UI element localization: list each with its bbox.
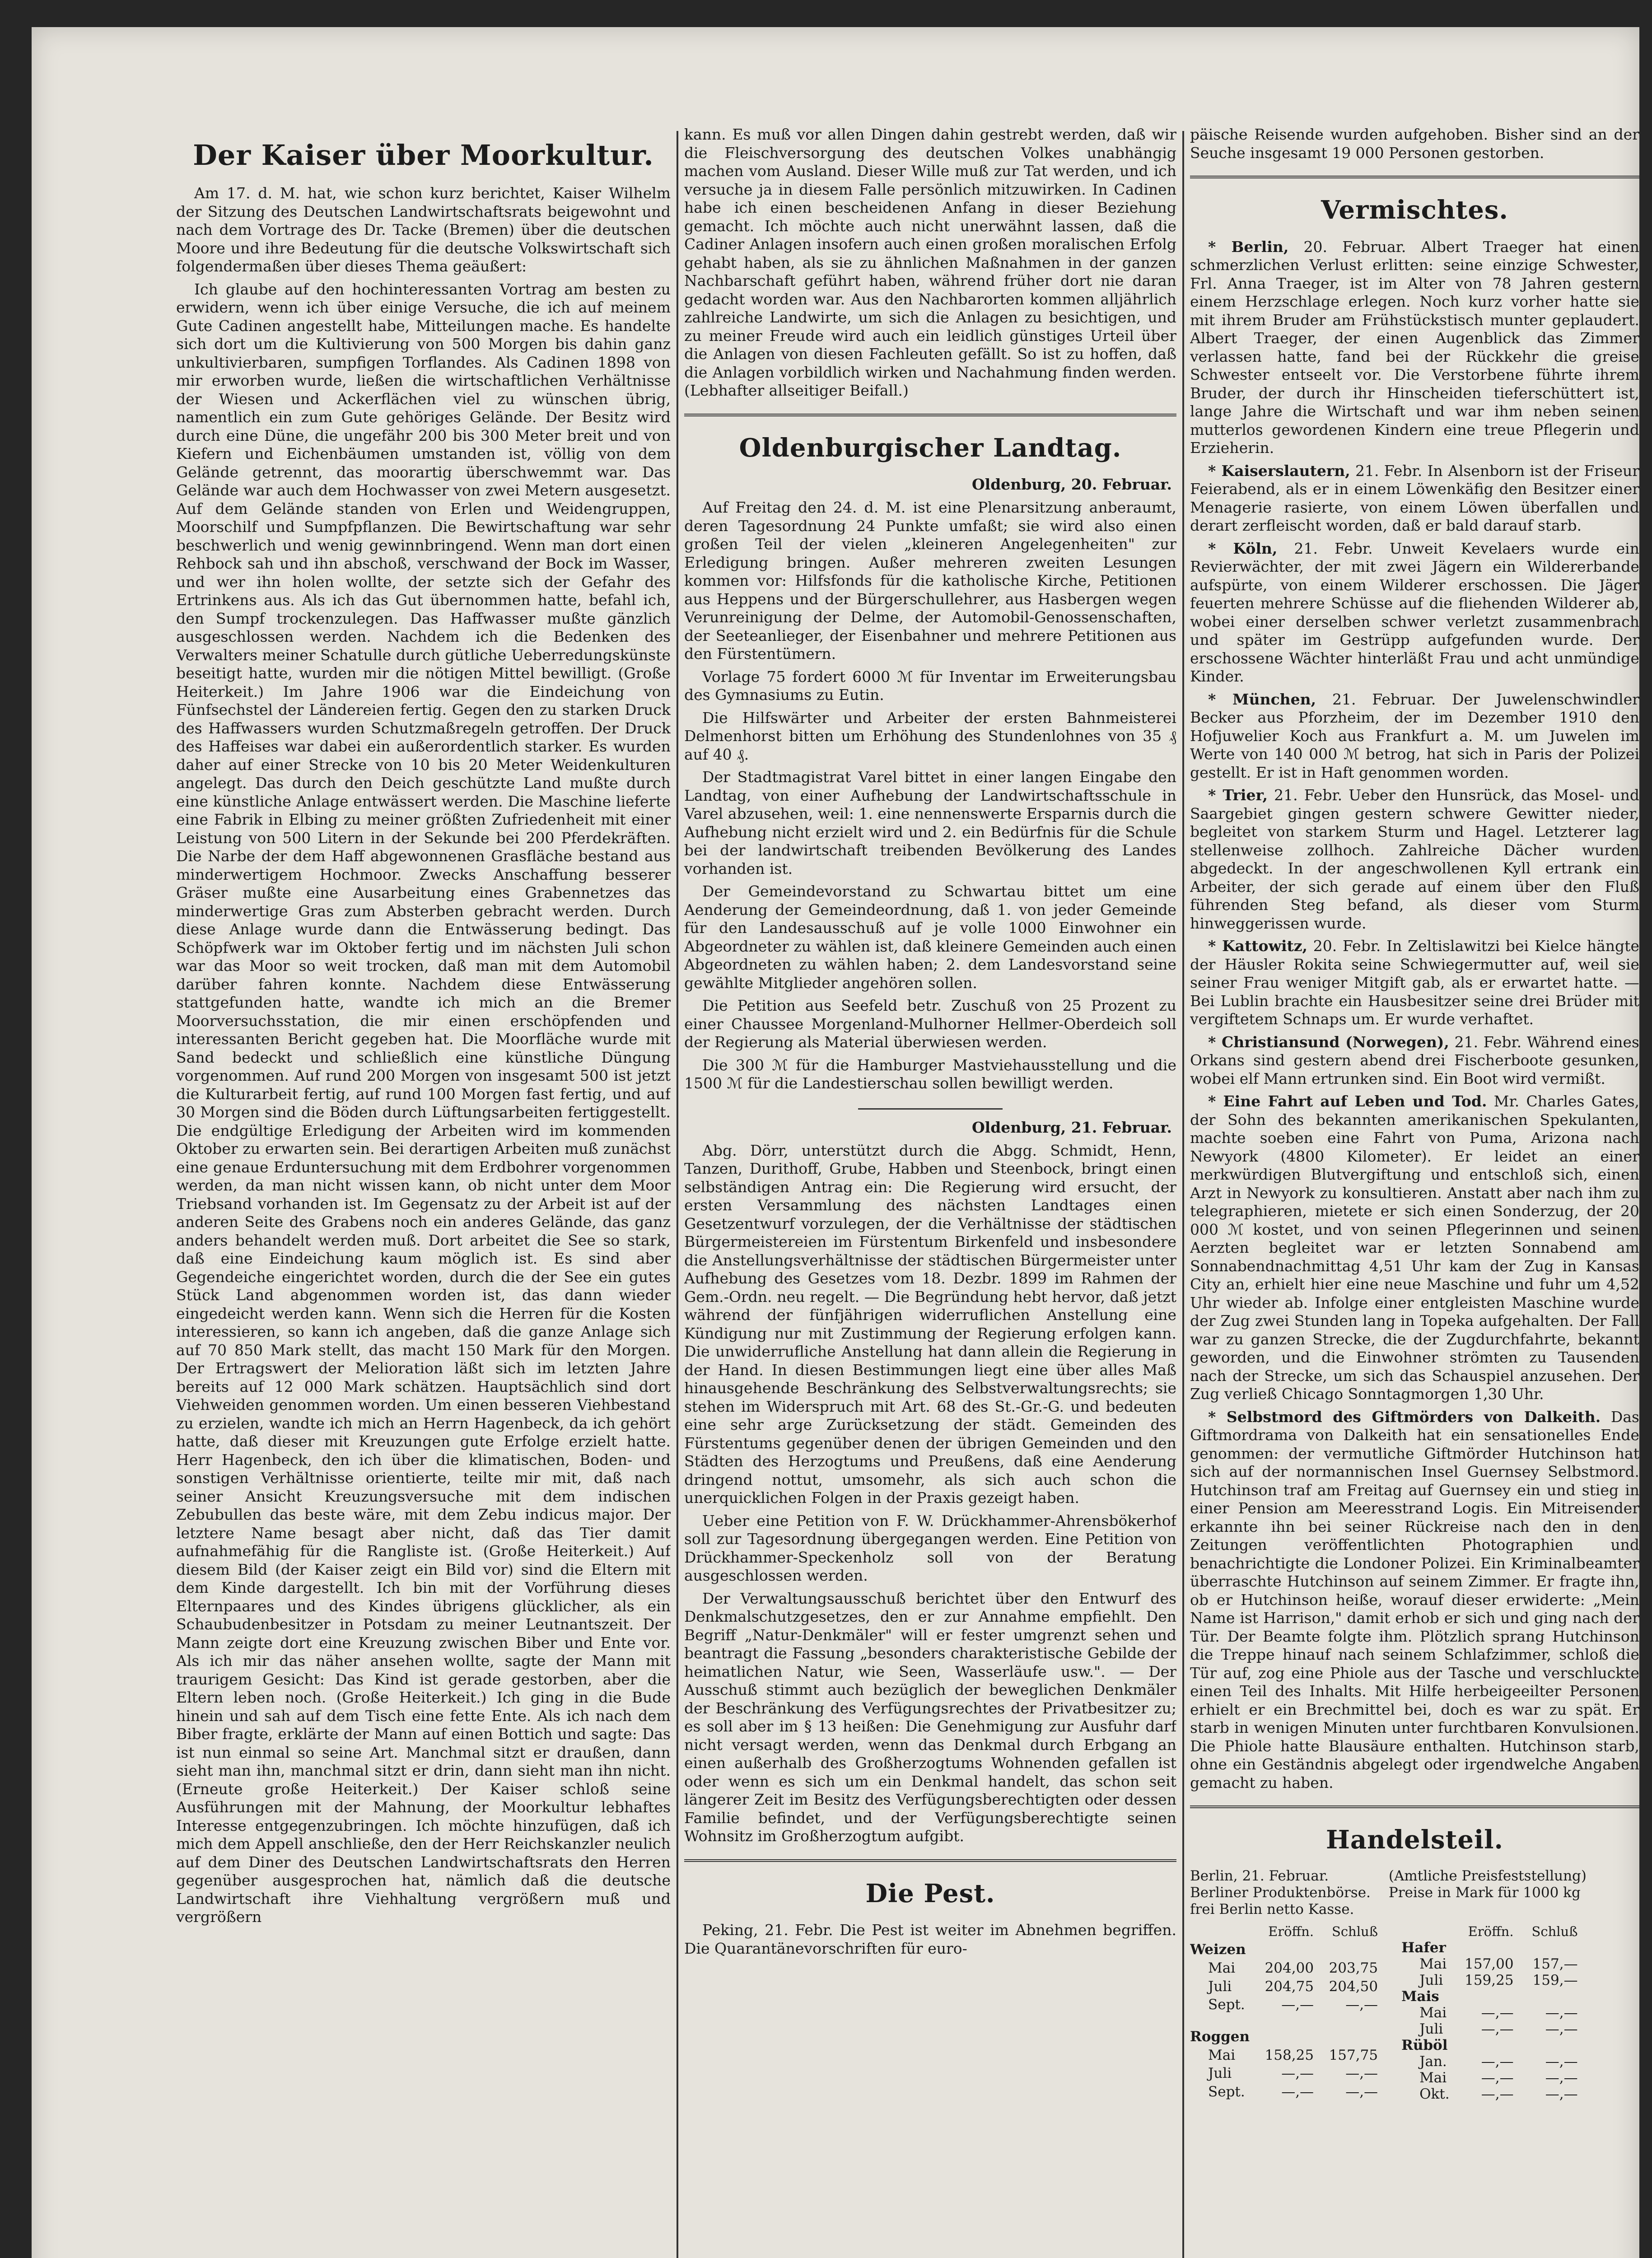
paragraph: Der Gemeindevorstand zu Schwartau bittet um eine Aenderung der Gemeindeordnung, daß 1. von jeder Gemeinde für den Landesausschuß auf je volle 1000 Einwohner ein Abgeordneter zu wählen ist, daß kleinere Gemeinden auch einen Abgeordneten zu wählen haben; 2. dem Landesvorstand seine gewählte Mitglieder angehören sollen. (684, 882, 1176, 992)
market-cell-label: Mai (1419, 2069, 1447, 2086)
market-cell-open: —,— (1481, 2069, 1514, 2086)
market-row (1190, 2015, 1383, 2029)
divider (1190, 176, 1639, 178)
market-cell-open: 204,75 (1265, 1978, 1314, 1995)
news-item-text: 20. Februar. Albert Traeger hat einen schmerzlichen Verlust erlitten: seine einzige Schwester, Frl. Anna Traeger, ist im Alter von 78 Jahren gestern einem Herzschlage erlegen. Noch kurz vorher hatte sie mit ihrem Bruder am Frühstückstisch munter geplaudert. Albert Traeger, der einen Augenblick das Zimmer verlassen hatte, fand bei der Rückkehr die greise Schwester entseelt vor. Die Verstorbene führte ihrem Bruder, der durch ihr Hinscheiden tieferschüttert ist, lange Jahre die Wirtschaft und war ihm neben seinen mutterlos gewordenen Kindern eine treue Pflegerin und Erzieherin. (1190, 238, 1639, 457)
news-item-lead: * Trier, (1208, 786, 1268, 804)
market-cell-close (1319, 2015, 1383, 2029)
market-cell-open: 159,25 (1465, 1972, 1514, 1988)
news-item (1190, 540, 1639, 686)
news-items (1190, 238, 1639, 1792)
article-heading: Oldenburgischer Landtag. (739, 433, 1122, 463)
column-1 (176, 122, 671, 1931)
article-heading: Der Kaiser über Moorkultur. (193, 139, 654, 172)
market-cell-open: 204,00 (1265, 1960, 1314, 1976)
market-cell-open: —,— (1281, 1997, 1314, 2013)
market-column-header (1401, 1923, 1455, 1940)
market-cell-close (1319, 2029, 1383, 2047)
market-row (1401, 2021, 1583, 2037)
market-cell-close: 157,— (1532, 1955, 1578, 1972)
market-row (1190, 1941, 1383, 1960)
column-rule (677, 131, 678, 2258)
market-cell-open: —,— (1281, 2083, 1314, 2100)
news-item-text: 21. Febr. Ueber den Hunsrück, das Mosel- und Saargebiet gingen gestern schwere Gewitter nieder, begleitet von starkem Sturm und Hagel. Letzterer lag stellenweise zollhoch. Zahlreiche Dächer wurden abgedeckt. In der angeschwollenen Kyll ertrank ein Arbeiter, der sich gerade auf einem über den Fluß führenden Steg befand, als dieser vom Sturm hinweggerissen wurde. (1190, 786, 1639, 932)
column-rule (1182, 131, 1184, 2258)
market-column-header (1190, 1923, 1255, 1942)
market-column-header: Schluß (1331, 1923, 1378, 1939)
market-cell-label: Roggen (1190, 2028, 1250, 2045)
news-item-text: 21. Febr. Unweit Kevelaers wurde ein Revierwächter, der mit zwei Jägern ein Wildererbande aufspürte, von einem Wilderer erschossen. Die Jäger feuerten mehrere Schüsse auf die fliehenden Wilderer ab, wobei einer derselben schwer verletzt zusammenbrach und später im Gestrüpp aufgefunden wurde. Der erschossene Wächter hinterläßt Frau und acht unmündige Kinder. (1190, 539, 1639, 686)
market-cell-label: Mai (1208, 1960, 1236, 1976)
paragraph: Auf Freitag den 24. d. M. ist eine Plenarsitzung anberaumt, deren Tagesordnung 24 Punkte umfaßt; sie wird also einen großen Teil der vielen „kleineren Angelegenheiten" zur Erledigung bringen. Außer mehreren zweiten Lesungen kommen vor: Hilfsfonds für die katholische Kirche, Petitionen aus Heppens und der Bürgerschullehrer, aus Hasbergen wegen Verunreinigung der Delme, der Automobil-Genossenschaften, der Seeteanlieger, der Eisenbahner und mehrere Petitionen aus den Fürstentümern. (684, 499, 1176, 663)
news-item-lead: * Kaiserslautern, (1208, 462, 1350, 480)
news-item-text: 21. Febr. Während eines Orkans sind gestern abend drei Fischerboote gesunken, wobei elf Mann ertrunken sind. Ein Boot wird vermißt. (1190, 1033, 1639, 1087)
market-row (1190, 2084, 1383, 2102)
divider (684, 1859, 1176, 1862)
paragraph: Am 17. d. M. hat, wie schon kurz berichtet, Kaiser Wilhelm der Sitzung des Deutschen Landwirtschaftsrats beigewohnt und nach dem Vortrage des Dr. Tacke (Bremen) über die deutschen Moore und ihre Bedeutung für die deutsche Volkswirtschaft sich folgendermaßen über dieses Thema geäußert: (176, 184, 671, 275)
market-cell-close: —,— (1545, 2020, 1578, 2037)
market-row (1401, 1956, 1583, 1972)
market-cell-open (1455, 2037, 1519, 2053)
market-cell-label: Weizen (1190, 1941, 1246, 1958)
market-row (1401, 2070, 1583, 2086)
market-row (1190, 1978, 1383, 1997)
market-row (1190, 2029, 1383, 2047)
news-item-text: Mr. Charles Gates, der Sohn des bekannten amerikanischen Spekulanten, machte soeben eine Fahrt von Puma, Arizona nach Newyork (4800 Kilometer). Er leidet an einer merkwürdigen Blutvergiftung und entschloß sich, einen Arzt in Newyork zu konsultieren. Anstatt aber nach ihm zu telegraphieren, mietete er sich einen Sonderzug, der 20 000 ℳ kostet, und von seinen Pflegerinnen und seinen Aerzten begleitet war er letzten Sonnabend am Sonnabendnachmittag 4,51 Uhr kam der Zug in Kansas City an, erhielt hier eine neue Maschine und fuhr um 4,52 Uhr wieder ab. Infolge einer entgleisten Maschine wurde der Zug zwei Stunden lang in Topeka aufgehalten. Der Fall war zu ganzen Strecke, die der Zugdurchfahrte, bekannt geworden, und die Einwohner strömten zu Tausenden nach der Strecke, um sich das Schauspiel anzusehen. Der Zug verließ Chicago Sonntagmorgen 1,30 Uhr. (1190, 1092, 1639, 1403)
article-body (176, 184, 671, 1927)
market-cell-close: —,— (1545, 2069, 1578, 2086)
market-row (1401, 1988, 1583, 2005)
paragraph: Der Verwaltungsausschuß berichtet über den Entwurf des Denkmalschutzgesetzes, den er zur Annahme empfiehlt. Den Begriff „Natur-Denkmäler" will er fester umgrenzt sehen und beantragt die Fassung „besonders charakteristische Gebilde der heimatlichen Natur, wie Seen, Wasserläufe usw.". — Der Ausschuß stimmt auch bezüglich der beweglichen Denkmäler der Beschränkung des Verfügungsrechtes der Privatbesitzer zu; es soll aber im § 13 heißen: Die Genehmigung zur Ausfuhr darf nicht versagt werden, wenn das Denkmal durch Erbgang an einen außerhalb des Großherzogtums Wohnenden gefallen ist oder wenn es sich um ein Denkmal handelt, das schon seit längerer Zeit im Besitz des Verfügungsberechtigten oder dessen Familie befindet, und der Verfügungsberechtigte seinen Wohnsitz im Großherzogtum aufgibt. (684, 1589, 1176, 1845)
market-header-left: Berlin, 21. Februar. Berliner Produktenbörse. frei Berlin netto Kasse. (1190, 1867, 1371, 1917)
market-cell-open: —,— (1481, 2004, 1514, 2021)
news-item (1190, 462, 1639, 535)
market-cell-open (1255, 2029, 1319, 2047)
news-item-lead: * Kattowitz, (1208, 937, 1307, 955)
section-heading: Vermischtes. (1321, 195, 1508, 225)
market-cell-close: —,— (1345, 2083, 1378, 2100)
market-row (1190, 2047, 1383, 2066)
paragraph: Ueber eine Petition von F. W. Drückhammer-Ahrensbökerhof soll zur Tagesordnung übergegangen werden. Eine Petition von Drückhammer-Speckenholz soll von der Beratung ausgeschlossen werden. (684, 1512, 1176, 1585)
market-cell-close: —,— (1545, 2053, 1578, 2070)
news-item-text: 20. Febr. In Zeltislawitzi bei Kielce hängte der Häusler Rokita seine Schwiegermutter auf, weil sie seiner Frau weniger Mitgift gab, als er erwartet hatte. — Bei Lublin brachte ein Hausbesitzer seine drei Brüder mit vergiftetem Schnaps um. Er wurde verhaftet. (1190, 937, 1639, 1028)
market-row (1401, 1940, 1583, 1956)
article-continuation: päische Reisende wurden aufgehoben. Bisher sind an der Seuche insgesamt 19 000 Personen gestorben. (1190, 126, 1639, 162)
market-cell-open: 158,25 (1265, 2047, 1314, 2063)
paragraph: Abg. Dörr, unterstützt durch die Abgg. Schmidt, Henn, Tanzen, Durithoff, Grube, Habben und Steenbock, bringt einen selbständigen Antrag ein: Die Regierung wird ersucht, der ersten Versammlung des nächsten Landtages einen Gesetzentwurf vorzulegen, der die Verhältnisse der städtischen Bürgermeistereien im Fürstentum Birkenfeld und insbesondere die Anstellungsverhältnisse der städtischen Bürgermeister unter Aufhebung des Gesetzes vom 18. Dezbr. 1899 im Rahmen der Gem.-Ordn. neu regelt. — Die Begründung hebt hervor, daß jetzt während der fünfjährigen widerruflichen Anstellung eine Kündigung nur mit Zustimmung der Regierung erfolgen kann. Die unwiderrufliche Anstellung hat dann allein die Regierung in der Hand. In diesen Bestimmungen liegt eine über alles Maß hinausgehende Beschränkung des Selbstverwaltungsrechts; sie stehen im Widerspruch mit Art. 68 des St.-Gr.-G. und bedeuten eine sehr arge Zurücksetzung der städt. Gemeinden des Fürstentums gegenüber denen der übrigen Gemeinden und den Städten des Herzogtums und Preußens, daß eine Aenderung dringend nottut, umsomehr, als sich auch schon die unerquicklichen Folgen in der Praxis gezeigt haben. (684, 1141, 1176, 1507)
dateline: Oldenburg, 21. Februar. (971, 1118, 1172, 1136)
market-cell-label: Okt. (1419, 2085, 1450, 2102)
news-item-lead: * Eine Fahrt auf Leben und Tod. (1208, 1092, 1487, 1110)
market-table-right (1401, 1923, 1583, 2102)
market-cell-close (1519, 1988, 1583, 2005)
market-cell-open: —,— (1481, 2020, 1514, 2037)
market-row (1401, 2037, 1583, 2053)
paragraph: Vorlage 75 fordert 6000 ℳ für Inventar im Erweiterungsbau des Gymnasiums zu Eutin. (684, 667, 1176, 704)
article-heading: Die Pest. (865, 1878, 995, 1908)
market-column-header: Schluß (1531, 1923, 1578, 1939)
newspaper-page (32, 27, 1639, 2258)
market-row (1401, 2005, 1583, 2021)
paragraph: Die Petition aus Seefeld betr. Zuschuß von 25 Prozent zu einer Chaussee Morgenland-Mulhorner Hellmer-Oberdeich soll der Regierung als Material überwiesen werden. (684, 997, 1176, 1051)
market-cell-open (1455, 1940, 1519, 1956)
market-row (1190, 1960, 1383, 1978)
divider (1190, 1805, 1639, 1808)
market-cell-open (1455, 1988, 1519, 2005)
market-header-right: (Amtliche Preisfeststellung) Preise in Mark für 1000 kg (1388, 1867, 1587, 1901)
market-cell-close: 203,75 (1329, 1960, 1378, 1976)
market-row (1190, 1997, 1383, 2015)
market-row (1401, 1972, 1583, 1988)
market-cell-label: Mai (1208, 2047, 1236, 2063)
market-cell-close: 157,75 (1329, 2047, 1378, 2063)
market-cell-label: Mai (1419, 2004, 1447, 2021)
market-cell-close: —,— (1545, 2085, 1578, 2102)
market-header (1190, 1868, 1639, 1918)
news-item-text: 21. Februar. Der Juwelenschwindler Becker aus Pforzheim, der im Dezember 1910 den Hofjuwelier Koch aus Frankfurt a. M. um Juwelen im Werte von 140 000 ℳ betrog, hat sich in Paris der Polizei gestellt. Er ist in Haft genommen worden. (1190, 690, 1639, 781)
market-cell-open: —,— (1281, 2065, 1314, 2082)
market-cell-label: Juli (1208, 1978, 1232, 1995)
market-table-left (1190, 1923, 1383, 2102)
news-item (1190, 1033, 1639, 1088)
news-item-lead: * München, (1208, 690, 1316, 708)
market-cell-label: Mais (1401, 1988, 1439, 2005)
market-cell-close: —,— (1545, 2004, 1578, 2021)
paragraph: Der Stadtmagistrat Varel bittet in einer langen Eingabe den Landtag, von einer Aufhebung der Landwirtschaftsschule in Varel abzusehen, weil: 1. eine nennenswerte Ersparnis durch die Aufhebung nicht erzielt wird und 2. ein Bedürfnis für die Schule bei der landwirtschaft treibenden Bevölkerung des Landes vorhanden ist. (684, 768, 1176, 877)
market-cell-close: —,— (1345, 1997, 1378, 2013)
market-cell-label: Sept. (1208, 1997, 1245, 2013)
news-item-lead: * Berlin, (1208, 238, 1289, 256)
news-item (1190, 690, 1639, 782)
news-item (1190, 937, 1639, 1029)
news-item (1190, 238, 1639, 457)
market-cell-label: Juli (1419, 2020, 1443, 2037)
market-cell-label: Juli (1419, 1972, 1443, 1988)
paragraph: Ich glaube auf den hochinteressanten Vortrag am besten zu erwidern, wenn ich über einige Versuche, die ich auf meinem Gute Cadinen angestellt habe, Mitteilungen mache. Es handelte sich dort um die Kultivierung von 500 Morgen bis dahin ganz unkultivierbaren, sumpfigen Torflandes. Als Cadinen 1898 von mir erworben wurde, ließen die wirtschaftlichen Verhältnisse der Wiesen und Ackerflächen viel zu wünschen übrig, namentlich ein zum Gute gehöriges Gelände. Der Besitz wird durch eine Düne, die ungefähr 200 bis 300 Meter breit und von Kiefern und Eichenbäumen umstanden ist, völlig von dem Gelände getrennt, das moorartig überschwemmt war. Das Gelände war auch dem Hochwasser von zwei Metern ausgesetzt. Auf dem Gelände standen von Erlen und Weidengruppen, Moorschilf und Sumpfpflanzen. Die Bewirtschaftung war sehr beschwerlich und wenig gewinnbringend. Wenn man dort einen Rehbock sah und ihn abschoß, verschwand der Bock im Wasser, und wer ihn holen wollte, der setzte sich der Gefahr des Ertrinkens aus. Als ich das Gut übernommen hatte, befahl ich, den Sumpf trockenzulegen. Das Haffwasser mußte gänzlich ausgeschlossen werden. Nachdem ich die Bedenken des Verwalters meiner Schatulle durch gütliche Ueberredungskünste beseitigt hatte, wurden mir die nötigen Mittel bewilligt. (Große Heiterkeit.) Im Jahre 1906 war die Eindeichung von Fünfsechstel der Ländereien fertig. Gegen den zu starken Druck des Haffwassers wurden Schutzmaßregeln getroffen. Der Druck des Haffeises war dabei ein außerordentlich starker. Es wurden daher auf einer Strecke von 10 bis 20 Meter Weidenkulturen angelegt. Das durch den Deich geschützte Land mußte durch eine künstliche Anlage entwässert werden. Die Maschine lieferte eine Fabrik in Elbing zu meiner größten Zufriedenheit mit einer Leistung von 500 Litern in der Sekunde bei 200 Pferdekräften. Die Narbe der dem Haff abgewonnenen Grasfläche bestand aus minderwertigem Hochmoor. Zwecks Anschaffung besserer Gräser mußte eine Ausarbeitung eines Grabennetzes das minderwertige Gras zum Absterben gebracht werden. Durch diese Anlage wurde dann die Entwässerung bedingt. Das Schöpfwerk war im Oktober fertig und im nächsten Juli schon war das Moor so weit trocken, daß man mit dem Automobil darüber fahren konnte. Nachdem diese Entwässerung stattgefunden hatte, wandte ich mich an die Bremer Moorversuchsstation, die mir einen erschöpfenden und interessanten Bericht gegeben hat. Die Moorfläche wurde mit Sand bedeckt und schließlich eine künstliche Düngung vorgenommen. Auf rund 200 Morgen von insgesamt 500 ist jetzt die Kulturarbeit fertig, auf rund 100 Morgen fast fertig, und auf 30 Morgen sind die Böden durch Lüftungsarbeiten fertiggestellt. Die endgültige Erledigung der Arbeiten wird im kommenden Oktober zu erwarten sein. Bei derartigen Arbeiten muß zunächst eine genaue Erduntersuchung mit dem Erdbohrer vorgenommen werden, da man nicht wissen kann, ob nicht unter dem Moor Triebsand vorhanden ist. Im Gegensatz zu der Arbeit ist auf der anderen Seite des Grabens noch ein anderes Gelände, das ganz anders behandelt werden muß. Dort arbeitet die See so stark, daß eine Eindeichung kaum möglich ist. Es sind aber Gegendeiche eingerichtet worden, durch die der See ein gutes Stück Land abgenommen worden ist, das dann wieder eingedeicht werden kann. Wenn sich die Herren für die Kosten interessieren, so kann ich angeben, daß die ganze Anlage sich auf 70 850 Mark stellt, das macht 150 Mark für den Morgen. Der Ertragswert der Melioration läßt sich im letzten Jahre bereits auf 12 000 Mark schätzen. Hauptsächlich sind dort Viehweiden genommen worden. Um einen besseren Viehbestand zu erzielen, wandte ich mich an Herrn Hagenbeck, da ich gehört hatte, daß dieser mit Kreuzungen gute Erfolge erzielt hatte. Herr Hagenbeck, den ich über die klimatischen, Boden- und sonstigen Verhältnisse orientierte, teilte mir mit, daß nach seiner Ansicht Kreuzungsversuche mit dem indischen Zebubullen das beste wäre, mit dem Zebu indicus major. Der letztere Name besagt aber nicht, daß das Tier damit aufnahmefähig für die Rangliste ist. (Große Heiterkeit.) Auf diesem Bild (der Kaiser zeigt ein Bild vor) sind die Eltern mit dem Kinde dargestellt. Ich bin mit der Vorführung dieses Elternpaares und des Kindes übrigens glücklicher, als ein Schaubudenbesitzer in Potsdam zu meiner Leutnantszeit. Der Mann zeigte dort eine Kreuzung zwischen Biber und Ente vor. Als ich mir das näher ansehen wollte, sagte der Mann mit traurigem Gesicht: Das Kind ist gerade gestorben, aber die Eltern leben noch. (Große Heiterkeit.) Ich ging in die Bude hinein und sah auf dem Tisch eine fette Ente. Als ich nach dem Biber fragte, erklärte der Mann auf einen Bottich und sagte: Das ist nun einmal so seine Art. Manchmal sitzt er draußen, dann sieht man ihn, manchmal sitzt er drin, dann sieht man ihn nicht. (Erneute große Heiterkeit.) Der Kaiser schloß seine Ausführungen mit der Mahnung, der Moorkultur lebhaftes Interesse entgegenzubringen. Ich möchte hinzufügen, daß ich mich dem Appell anschließe, den der Herr Reichskanzler neulich auf dem Diner des Deutschen Landwirtschaftsrats den Herren gegenüber ausgesprochen hat, nämlich daß die deutsche Landwirtschaft ihre Viehhaltung vergrößern muß und vergrößern (176, 280, 671, 1926)
market-cell-open: —,— (1481, 2085, 1514, 2102)
paragraph: Die 300 ℳ für die Hamburger Mastviehausstellung und die 1500 ℳ für die Landestierschau sollen bewilligt werden. (684, 1056, 1176, 1092)
news-item-lead: * Christiansund (Norwegen), (1208, 1033, 1449, 1051)
news-item-text: Das Giftmordrama von Dalkeith hat ein sensationelles Ende genommen: der vermutliche Giftmörder Hutchinson hat sich auf der normannischen Insel Guernsey Selbstmord. Hutchinson traf am Freitag auf Guernsey ein und stieg in einer Pension am Meeresstrand Logis. Ein Mitreisender erkannte ihn bei seiner Rückreise nach den in den Zeitungen veröffentlichten Photographien und benachrichtigte die Londoner Polizei. Ein Kriminalbeamter überraschte Hutchinson auf seinem Zimmer. Er fragte ihn, ob er Hutchinson heiße, worauf dieser erwiderte: „Mein Name ist Harrison," damit erhob er sich und ging nach der Tür. Der Beamte folgte ihm. Plötzlich sprang Hutchinson die Treppe hinauf nach seinem Schlafzimmer, schloß die Tür auf, zog eine Phiole aus der Tasche und verschluckte einen Teil des Inhalts. Mit Hilfe herbeigeeilter Personen erhielt er ein Brechmittel bei, doch es war zu spät. Er starb in wenigen Minuten unter furchtbaren Konvulsionen. Die Phiole hatte Blausäure enthalten. Hutchinson starb, ohne ein Geständnis abgelegt oder irgendwelche Angaben gemacht zu haben. (1190, 1408, 1639, 1791)
market-cell-label: Hafer (1401, 1939, 1446, 1956)
market-header-row (1190, 1923, 1383, 1942)
dateline: Oldenburg, 20. Februar. (971, 476, 1172, 494)
news-item (1190, 1408, 1639, 1792)
market-column-header: Eröffn. (1468, 1923, 1514, 1939)
market-row (1401, 2086, 1583, 2102)
market-cell-close: 159,— (1532, 1972, 1578, 1988)
market-row (1401, 2053, 1583, 2070)
market-cell-close (1319, 1941, 1383, 1960)
divider (858, 1108, 1003, 1110)
news-item-text: 21. Febr. In Alsenborn ist der Friseur Feierabend, als er in einem Löwenkäfig den Besitzer einer Menagerie rasierte, von einem Löwen überfallen und derart zerfleischt worden, daß er bald darauf starb. (1190, 462, 1639, 535)
section-heading: Handelsteil. (1325, 1825, 1504, 1855)
news-item-lead: * Köln, (1208, 539, 1278, 557)
market-cell-close (1519, 1940, 1583, 1956)
market-header-row (1401, 1923, 1583, 1940)
column-2 (684, 122, 1176, 1962)
market-cell-open: 157,00 (1465, 1955, 1514, 1972)
market-cell-open (1255, 2015, 1319, 2029)
news-item-lead: * Selbstmord des Giftmörders von Dalkeith. (1208, 1408, 1601, 1426)
paragraph: Die Hilfswärter und Arbeiter der ersten Bahnmeisterei Delmenhorst bitten um Erhöhung des Stundenlohnes von 35 ₰ auf 40 ₰. (684, 709, 1176, 763)
market-cell-label: Rüböl (1401, 2037, 1448, 2053)
market-cell-close (1519, 2037, 1583, 2053)
news-item (1190, 786, 1639, 933)
market-row (1190, 2065, 1383, 2084)
market-cell-label: Jan. (1419, 2053, 1447, 2070)
market-cell-label: Mai (1419, 1955, 1447, 1972)
column-3 (1190, 122, 1639, 2102)
market-cell-close: 204,50 (1329, 1978, 1378, 1995)
market-cell-open (1255, 1941, 1319, 1960)
article-continuation: kann. Es muß vor allen Dingen dahin gestrebt werden, daß wir die Fleischversorgung des deutschen Volkes unabhängig machen vom Ausland. Dieser Wille muß zur Tat werden, und ich versuche ja in diesem Falle persönlich mitzuwirken. In Cadinen habe ich einen bescheidenen Anfang in dieser Beziehung gemacht. Ich möchte auch nicht unerwähnt lassen, daß die Cadiner Anlagen insofern auch einen großen moralischen Erfolg gehabt haben, als sie zu ähnlichen Maßnahmen in der ganzen Nachbarschaft geführt haben, während früher dort nie daran gedacht worden war. Aus den Nachbarorten kommen alljährlich zahlreiche Landwirte, um sich die Anlagen zu besichtigen, und zu meiner Freude wird auch ein leidlich günstiges Urteil über die Anlagen von diesen Fachleuten gefällt. So ist zu hoffen, daß die Anlagen vorbildlich wirken und Nachahmung finden werden. (Lebhafter allseitiger Beifall.) (684, 126, 1176, 399)
market-column-header: Eröffn. (1268, 1923, 1314, 1939)
market-cell-close: —,— (1345, 2065, 1378, 2082)
market-cell-label (1190, 2015, 1255, 2029)
article-body: Peking, 21. Febr. Die Pest ist weiter im Abnehmen begriffen. Die Quarantänevorschriften für euro- (684, 1921, 1176, 1957)
divider (684, 414, 1176, 416)
article-body (684, 1142, 1176, 1846)
news-item (1190, 1092, 1639, 1404)
article-body (684, 499, 1176, 1093)
market-cell-label: Juli (1208, 2065, 1232, 2082)
market-cell-open: —,— (1481, 2053, 1514, 2070)
market-tables (1190, 1923, 1639, 2102)
market-cell-label: Sept. (1208, 2083, 1245, 2100)
